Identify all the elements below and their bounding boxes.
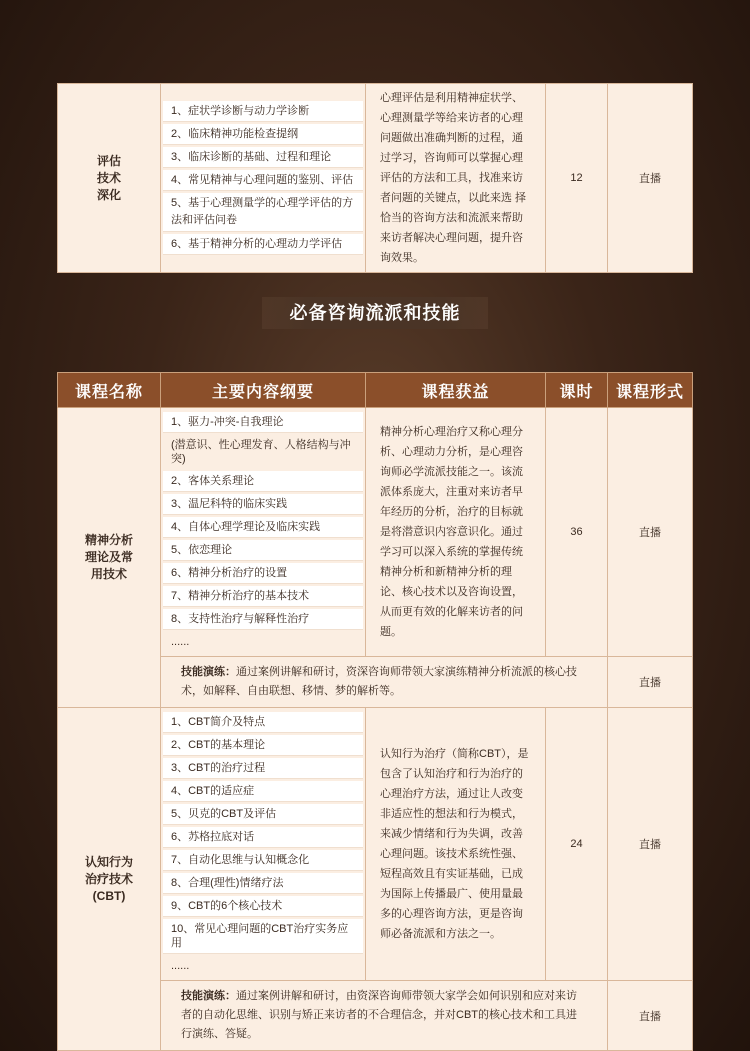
practice-body: 通过案例讲解和研讨，资深咨询师带领大家演练精神分析流派的核心技术，如解释、自由联想、移情、梦的解析等。 bbox=[181, 666, 577, 697]
course-outline bbox=[161, 84, 366, 273]
outline-item: 2、CBT的基本理论 bbox=[163, 735, 363, 756]
outline-item: 1、症状学诊断与动力学诊断 bbox=[163, 101, 363, 122]
practice-text bbox=[161, 657, 608, 708]
outline-item: 6、精神分析治疗的设置 bbox=[163, 563, 363, 584]
table-row bbox=[58, 708, 693, 981]
header-course-name: 课程名称 bbox=[58, 373, 161, 408]
outline-item: 8、合理(理性)情绪疗法 bbox=[163, 873, 363, 894]
outline-item: 6、基于精神分析的心理动力学评估 bbox=[163, 234, 363, 255]
course-benefit: 精神分析心理治疗又称心理分析、心理动力分析，是心理咨询师必学流派技能之一。该流派体系庞大，注重对来访者早年经历的分析，治疗的目标就是将潜意识内容意识化。通过学习可以深入系统的掌握传统精神分析和新精神分析的理论、核心技术以及咨询设置，从而更有效的化解来访者的问题。 bbox=[366, 408, 546, 657]
practice-mode: 直播 bbox=[608, 981, 693, 1051]
course-table-assessment bbox=[57, 83, 693, 273]
header-hours: 课时 bbox=[546, 373, 608, 408]
outline-item: 1、驱力-冲突-自我理论 bbox=[163, 412, 363, 433]
outline-item: 5、贝克的CBT及评估 bbox=[163, 804, 363, 825]
outline-item: 6、苏格拉底对话 bbox=[163, 827, 363, 848]
course-benefit: 认知行为治疗（简称CBT），是包含了认知治疗和行为治疗的心理治疗方法，通过让人改变非适应性的想法和行为模式，来减少情绪和行为失调，改善心理问题。该技术系统性强、短程高效且有实证基础，已成为国际上传播最广、使用量最多的心理咨询方法，更是咨询师必备流派和方法之一。 bbox=[366, 708, 546, 981]
course-mode: 直播 bbox=[608, 708, 693, 981]
course-hours: 12 bbox=[546, 84, 608, 273]
outline-item: 1、CBT简介及特点 bbox=[163, 712, 363, 733]
outline-item: 4、CBT的适应症 bbox=[163, 781, 363, 802]
table-row bbox=[58, 84, 693, 273]
header-benefit: 课程获益 bbox=[366, 373, 546, 408]
outline-item: ...... bbox=[171, 960, 190, 972]
outline-item: 5、依恋理论 bbox=[163, 540, 363, 561]
practice-text bbox=[161, 981, 608, 1051]
practice-body: 通过案例讲解和研讨，由资深咨询师带领大家学会如何识别和应对来访者的自动化思维、识别与矫正来访者的不合理信念，并对CBT的核心技术和工具进行演练、答疑。 bbox=[181, 990, 577, 1040]
outline-item: 2、临床精神功能检查提纲 bbox=[163, 124, 363, 145]
outline-item: 8、支持性治疗与解释性治疗 bbox=[163, 609, 363, 630]
outline-item: (潜意识、性心理发育、人格结构与冲突) bbox=[171, 439, 351, 465]
section-title: 必备咨询流派和技能 bbox=[262, 297, 488, 329]
outline-item: ...... bbox=[171, 636, 190, 648]
outline-item: 7、精神分析治疗的基本技术 bbox=[163, 586, 363, 607]
outline-item: 10、常见心理问题的CBT治疗实务应用 bbox=[163, 919, 363, 954]
course-mode: 直播 bbox=[608, 84, 693, 273]
outline-item: 4、自体心理学理论及临床实践 bbox=[163, 517, 363, 538]
header-mode: 课程形式 bbox=[608, 373, 693, 408]
outline-item: 4、常见精神与心理问题的鉴别、评估 bbox=[163, 170, 363, 191]
course-hours: 24 bbox=[546, 708, 608, 981]
course-hours: 36 bbox=[546, 408, 608, 657]
outline-item: 9、CBT的6个核心技术 bbox=[163, 896, 363, 917]
course-name: 精神分析 理论及常 用技术 bbox=[58, 408, 161, 708]
course-outline bbox=[161, 708, 366, 981]
course-benefit: 心理评估是利用精神症状学、心理测量学等给来访者的心理问题做出准确判断的过程，通过学习，咨询师可以掌握心理评估的方法和工具，找准来访者问题的关键点，以此来选 择恰当的咨询方法和流派来帮助来访者解决心理问题，提升咨询效果。 bbox=[366, 84, 546, 273]
practice-label: 技能演练： bbox=[181, 990, 236, 1002]
table-row bbox=[58, 408, 693, 657]
course-mode: 直播 bbox=[608, 408, 693, 657]
outline-item: 5、基于心理测量学的心理学评估的方法和评估问卷 bbox=[163, 193, 363, 232]
outline-item: 3、温尼科特的临床实践 bbox=[163, 494, 363, 515]
course-name: 认知行为 治疗技术 (CBT) bbox=[58, 708, 161, 1051]
outline-item: 3、CBT的治疗过程 bbox=[163, 758, 363, 779]
header-outline: 主要内容纲要 bbox=[161, 373, 366, 408]
outline-item: 2、客体关系理论 bbox=[163, 471, 363, 492]
course-table-schools bbox=[57, 372, 693, 1051]
outline-item: 7、自动化思维与认知概念化 bbox=[163, 850, 363, 871]
course-outline bbox=[161, 408, 366, 657]
outline-item: 3、临床诊断的基础、过程和理论 bbox=[163, 147, 363, 168]
practice-label: 技能演练： bbox=[181, 666, 236, 678]
course-name: 评估 技术 深化 bbox=[58, 84, 161, 273]
table-header-row bbox=[58, 373, 693, 408]
practice-mode: 直播 bbox=[608, 657, 693, 708]
